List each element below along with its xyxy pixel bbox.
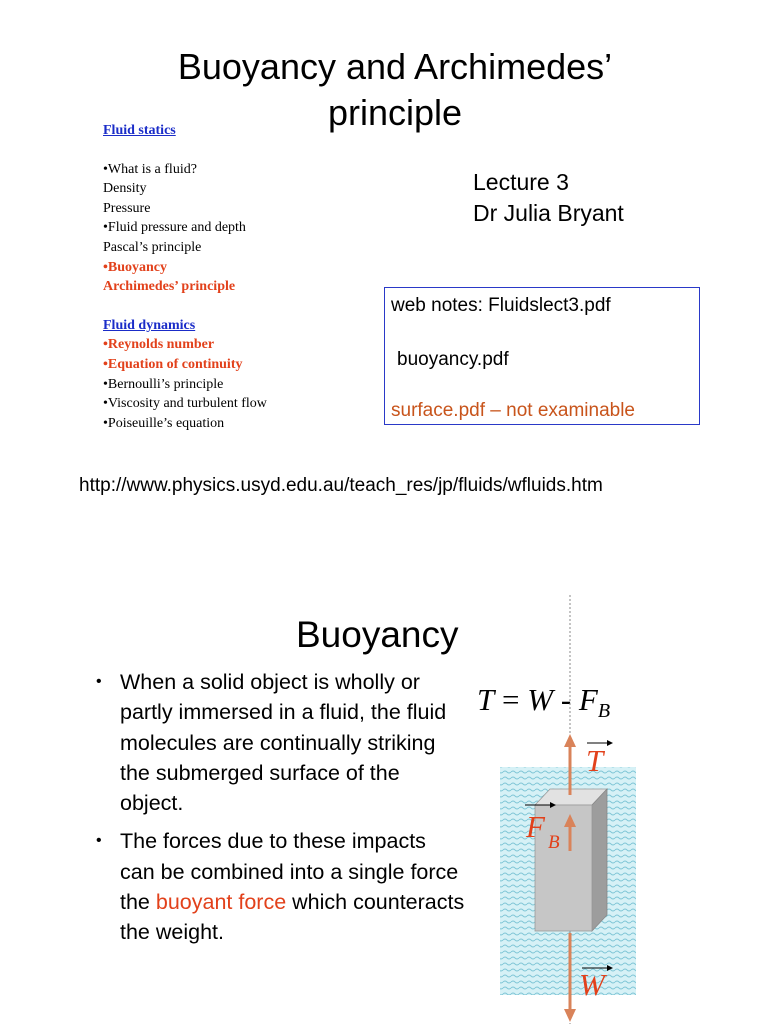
outline-item: •Buoyancy xyxy=(103,259,168,275)
outline-item: •Equation of continuity xyxy=(103,356,243,372)
outline-item: Archimedes’ principle xyxy=(103,279,236,295)
web-notes-line2[interactable]: buoyancy.pdf xyxy=(397,349,509,370)
web-notes-line1[interactable]: web notes: Fluidslect3.pdf xyxy=(391,295,611,316)
outline-item: Density xyxy=(103,181,147,197)
eq-F: F xyxy=(578,682,598,717)
bullet-item xyxy=(96,667,466,818)
bullet-text-part2: which counteracts the weight. xyxy=(120,890,465,945)
eq-T: T xyxy=(477,682,495,717)
slide-title-line1: Buoyancy and Archimedes’ xyxy=(177,46,613,87)
submerged-block xyxy=(535,789,607,931)
eq-equals: = xyxy=(494,682,528,717)
lecturer-name: Dr Julia Bryant xyxy=(473,200,624,226)
fluid-dynamics-link[interactable]: Fluid dynamics xyxy=(103,317,196,333)
bullet-dot-icon: • xyxy=(96,673,102,690)
slide-title-line2: principle xyxy=(327,92,463,133)
fluid-statics-list xyxy=(103,160,363,297)
buoyant-force-term: buoyant force xyxy=(155,890,287,915)
web-notes-box xyxy=(384,287,700,425)
buoyancy-bullets xyxy=(96,667,466,948)
bullet-dot-icon: • xyxy=(96,832,102,850)
outline-item: Pressure xyxy=(103,200,151,216)
fluid-dynamics-list xyxy=(103,335,363,433)
lecture-outline xyxy=(103,121,363,433)
web-notes-line3[interactable]: surface.pdf – not examinable xyxy=(391,400,635,421)
label-T: T xyxy=(586,743,604,778)
eq-F-subscript: B xyxy=(597,700,611,723)
outline-item: •Viscosity and turbulent flow xyxy=(103,396,267,412)
outline-item: •Fluid pressure and depth xyxy=(103,220,246,236)
label-F-subscript: B xyxy=(548,832,560,853)
bullet-text: When a solid object is wholly or partly immersed in a fluid, the fluid molecules are continually striking the submerged surface of the object. xyxy=(120,670,447,816)
outline-item: •Reynolds number xyxy=(103,337,215,353)
outline-item: Pascal’s principle xyxy=(103,239,202,255)
fluid-statics-link[interactable]: Fluid statics xyxy=(103,123,176,138)
eq-minus: - xyxy=(553,682,579,717)
outline-item: •Poiseuille’s equation xyxy=(103,415,225,431)
outline-item: •Bernoulli’s principle xyxy=(103,376,224,392)
lecture-info xyxy=(473,167,624,229)
outline-item: •What is a fluid? xyxy=(103,161,197,177)
bullet-item xyxy=(96,826,466,947)
lecture-number: Lecture 3 xyxy=(473,169,569,195)
buoyancy-diagram xyxy=(495,595,655,1024)
label-F: F xyxy=(526,809,545,844)
bullet-text-part1: The forces due to these impacts can be combined into a single force the xyxy=(120,829,459,915)
eq-W: W xyxy=(527,682,554,717)
buoyancy-title: Buoyancy xyxy=(296,614,459,655)
course-url[interactable]: http://www.physics.usyd.edu.au/teach_res/jp/fluids/wfluids.htm xyxy=(79,475,603,496)
label-W: W xyxy=(579,967,605,1002)
